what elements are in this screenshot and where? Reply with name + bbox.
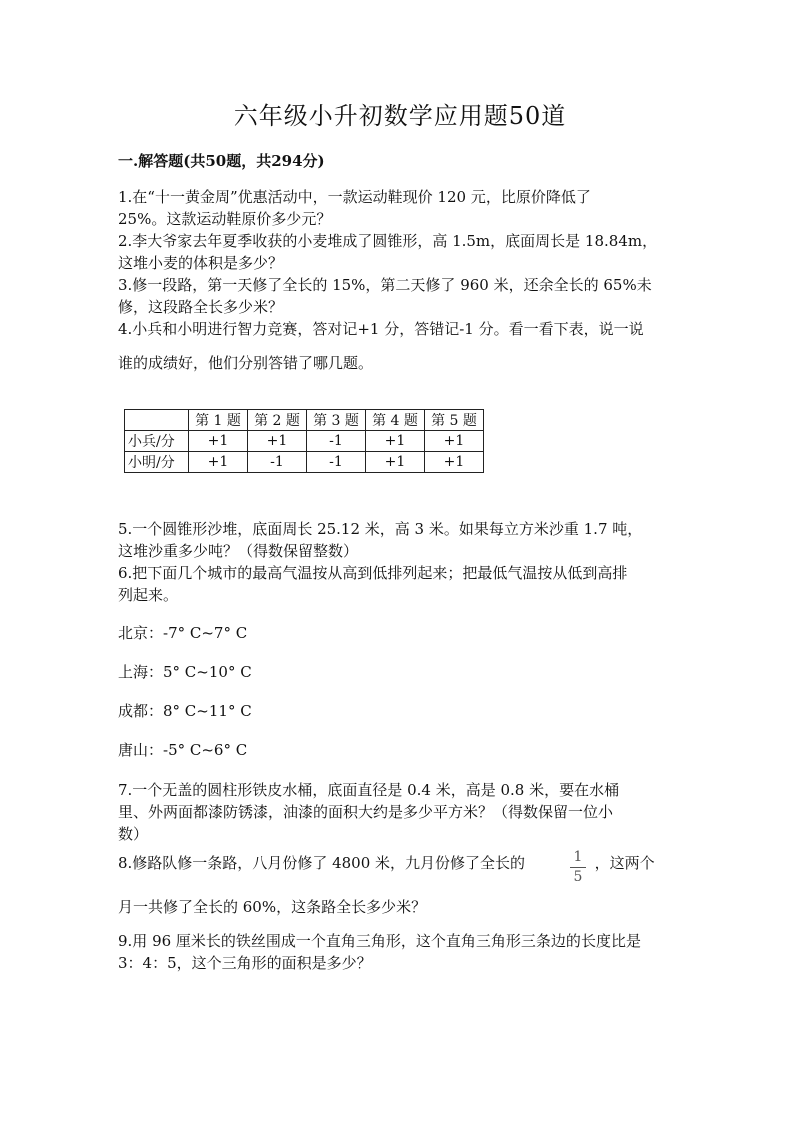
table-header-cell: 第 4 题: [366, 410, 425, 431]
table-header-cell: 第 5 题: [425, 410, 484, 431]
question-6-line-1: 6.把下面几个城市的最高气温按从高到低排列起来；把最低气温按从低到高排: [118, 564, 628, 582]
table-row: [125, 431, 484, 452]
score-table: [124, 409, 484, 473]
table-cell: -1: [307, 431, 366, 452]
question-8-line-1: [118, 852, 688, 874]
table-header-cell: 第 3 题: [307, 410, 366, 431]
table-cell: +1: [366, 452, 425, 473]
fraction-denominator: 5: [573, 869, 583, 885]
question-1: [118, 186, 688, 230]
question-2-line-1: 2.李大爷家去年夏季收获的小麦堆成了圆锥形，高 1.5m，底面周长是 18.84m，: [118, 232, 658, 250]
question-3-line-2: 修，这段路全长多少米？: [118, 298, 284, 316]
question-1-line-1: 1.在“十一黄金周”优惠活动中，一款运动鞋现价 120 元，比原价降低了: [118, 188, 591, 206]
table-cell: +1: [425, 452, 484, 473]
question-3-line-1: 3.修一段路，第一天修了全长的 15%，第二天修了 960 米，还余全长的 65%未: [118, 276, 652, 294]
question-7-line-3: 数）: [118, 825, 149, 843]
question-3: [118, 274, 688, 318]
table-cell: +1: [189, 452, 248, 473]
question-4-line-1: 4.小兵和小明进行智力竞赛，答对记+1 分，答错记-1 分。看一看下表，说一说: [118, 320, 644, 338]
question-4: [118, 318, 688, 374]
table-header-row: [125, 410, 484, 431]
table-corner-cell: [125, 410, 189, 431]
question-8-line-2: 月一共修了全长的 60%，这条路全长多少米？: [118, 898, 427, 916]
question-4-line-2: 谁的成绩好，他们分别答错了哪几题。: [118, 354, 374, 372]
fraction-one-fifth: [568, 850, 588, 885]
table-row: [125, 452, 484, 473]
question-9-line-2: 3：4：5，这个三角形的面积是多少？: [118, 954, 372, 972]
fraction-numerator: 1: [573, 849, 583, 865]
question-5-line-2: 这堆沙重多少吨？（得数保留整数）: [118, 542, 359, 560]
city-tangshan: 唐山：-5° C~6° C: [118, 741, 248, 759]
table-header-cell: 第 1 题: [189, 410, 248, 431]
question-5-line-1: 5.一个圆锥形沙堆，底面周长 25.12 米，高 3 米。如果每立方米沙重 1.7 吨，: [118, 520, 643, 538]
question-9: [118, 930, 688, 974]
city-shanghai: 上海：5° C~10° C: [118, 663, 252, 681]
question-8-text-before: 8.修路队修一条路，八月份修了 4800 米，九月份修了全长的: [118, 854, 526, 872]
question-7-line-2: 里、外两面都漆防锈漆，油漆的面积大约是多少平方米？（得数保留一位小: [118, 803, 614, 821]
table-cell: -1: [307, 452, 366, 473]
table-row-label: 小兵/分: [125, 431, 189, 452]
question-7: [118, 779, 688, 845]
city-beijing: 北京：-7° C~7° C: [118, 624, 248, 642]
question-2-line-2: 这堆小麦的体积是多少？: [118, 254, 284, 272]
page-title: 六年级小升初数学应用题50道: [233, 102, 567, 130]
question-7-line-1: 7.一个无盖的圆柱形铁皮水桶，底面直径是 0.4 米，高是 0.8 米，要在水桶: [118, 781, 620, 799]
fraction-bar: [570, 867, 586, 868]
table-cell: +1: [189, 431, 248, 452]
table-cell: -1: [248, 452, 307, 473]
question-6: [118, 562, 688, 606]
question-6-line-2: 列起来。: [118, 586, 179, 604]
city-chengdu: 成都：8° C~11° C: [118, 702, 252, 720]
question-1-line-2: 25%。这款运动鞋原价多少元？: [118, 210, 332, 228]
table-cell: +1: [248, 431, 307, 452]
table-cell: +1: [366, 431, 425, 452]
question-5: [118, 518, 688, 562]
question-2: [118, 230, 688, 274]
question-9-line-1: 9.用 96 厘米长的铁丝围成一个直角三角形，这个直角三角形三条边的长度比是: [118, 932, 641, 950]
table-row-label: 小明/分: [125, 452, 189, 473]
table-header-cell: 第 2 题: [248, 410, 307, 431]
question-8-text-after: ，这两个: [594, 854, 655, 872]
table-cell: +1: [425, 431, 484, 452]
section-heading: 一.解答题(共50题，共294分): [118, 152, 325, 170]
